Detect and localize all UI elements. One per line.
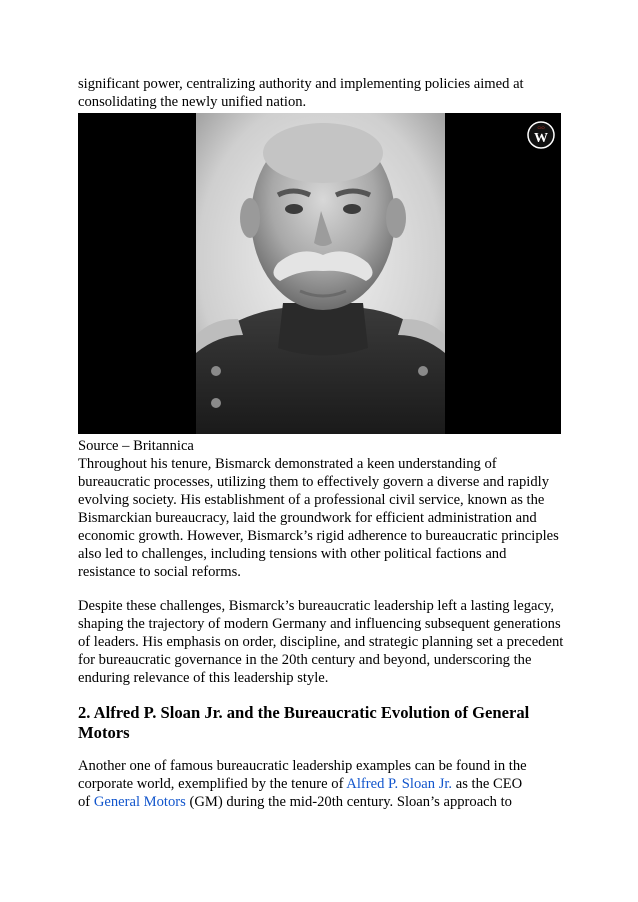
text-line: resistance to social reforms. <box>78 564 241 580</box>
text-line: Bismarckian bureaucracy, laid the groundwork for efficient administration and <box>78 510 537 526</box>
text-line: Another one of famous bureaucratic leadership examples can be found in the <box>78 758 527 774</box>
portrait-photo <box>78 113 561 434</box>
text-segment: of <box>78 794 94 810</box>
svg-text:W: W <box>534 131 548 146</box>
text-segment: (GM) during the mid-20th century. Sloan’s approach to <box>185 794 512 810</box>
text-line <box>78 775 527 793</box>
heading-line: Motors <box>78 723 130 742</box>
general-motors-link[interactable]: General Motors <box>93 794 186 810</box>
bismarck-portrait <box>78 113 561 434</box>
paragraph-sloan <box>78 757 527 811</box>
section-heading <box>78 703 529 743</box>
text-line: bureaucratic processes, utilizing them to effectively govern a diverse and rapidly <box>78 474 550 490</box>
watermark-badge <box>527 121 555 149</box>
text-line: for bureaucratic governance in the 20th century and beyond, underscoring the <box>78 652 532 668</box>
text-line: of leaders. His emphasis on order, discipline, and strategic planning set a precedent <box>78 634 564 650</box>
heading-line: 2. Alfred P. Sloan Jr. and the Bureaucratic Evolution of General <box>78 703 530 722</box>
alfred-sloan-link[interactable]: Alfred P. Sloan Jr. <box>346 776 453 792</box>
text-segment: as the CEO <box>452 776 523 792</box>
cio-women-logo-icon <box>527 121 555 149</box>
text-line: shaping the trajectory of modern Germany and influencing subsequent generations <box>78 616 561 632</box>
paragraph-bismarck-tenure <box>78 455 559 581</box>
paragraph-bismarck-legacy <box>78 597 563 687</box>
text-line: also led to challenges, including tensions with other political factions and <box>78 546 507 562</box>
text-line: economic growth. However, Bismarck’s rigid adherence to bureaucratic principles <box>78 528 559 544</box>
text-line: enduring relevance of this leadership style. <box>78 670 329 686</box>
text-line: evolving society. His establishment of a professional civil service, known as the <box>78 492 545 508</box>
text-line: Despite these challenges, Bismarck’s bureaucratic leadership left a lasting legacy, <box>78 598 554 614</box>
intro-paragraph <box>78 75 524 111</box>
text-segment: corporate world, exemplified by the tenure of <box>78 776 347 792</box>
svg-text:CIO: CIO <box>537 125 545 130</box>
text-line: significant power, centralizing authority and implementing policies aimed at <box>78 76 524 92</box>
figure-caption: Source – Britannica <box>78 438 194 454</box>
text-line: consolidating the newly unified nation. <box>78 94 307 110</box>
text-line: Throughout his tenure, Bismarck demonstrated a keen understanding of <box>78 456 497 472</box>
text-line <box>78 793 527 811</box>
